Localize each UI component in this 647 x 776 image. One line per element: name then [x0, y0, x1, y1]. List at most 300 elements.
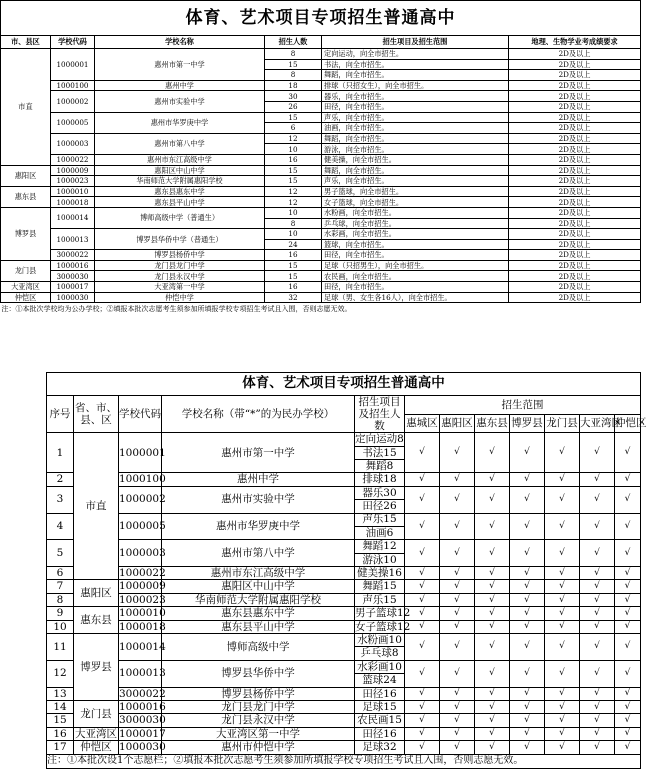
check-mark-cell: √ [440, 620, 475, 633]
check-mark-cell: √ [475, 660, 510, 687]
item-count-cell: 足球32 [355, 741, 405, 754]
seq-cell: 16 [47, 727, 74, 740]
table-row [1, 229, 641, 240]
seq-cell: 10 [47, 620, 74, 633]
title-row [1, 1, 641, 36]
table-body [47, 433, 641, 768]
school-code-cell: 1000016 [51, 260, 95, 271]
enrollment-scope-cell: 器乐，向全市招生。 [322, 91, 509, 102]
enrollment-scope-cell: 女子篮球，向全市招生。 [322, 197, 509, 208]
school-code-cell: 1000013 [51, 229, 95, 250]
enrollment-count-cell: 15 [265, 260, 322, 271]
check-mark-cell: √ [475, 620, 510, 633]
check-mark-cell: √ [510, 567, 545, 580]
table-row [47, 433, 641, 446]
enrollment-count-cell: 30 [265, 91, 322, 102]
table-row [47, 593, 641, 606]
column-header: 学校代码 [51, 36, 95, 49]
enrollment-count-cell: 12 [265, 197, 322, 208]
enrollment-scope-cell: 足球（只招男生），向全市招生。 [322, 260, 509, 271]
note-row [47, 754, 641, 768]
column-header: 学校名称 [95, 36, 265, 49]
check-mark-cell: √ [545, 660, 580, 687]
header-area: 龙门县 [545, 414, 580, 433]
enrollment-count-cell: 24 [265, 239, 322, 250]
check-mark-cell: √ [405, 687, 440, 700]
grade-requirement-cell: 2D及以上 [509, 154, 641, 165]
note-row [1, 303, 641, 316]
check-mark-cell: √ [615, 540, 641, 567]
header-district: 省、市、县、区 [74, 396, 119, 433]
grade-requirement-cell: 2D及以上 [509, 292, 641, 303]
check-mark-cell: √ [580, 727, 615, 740]
school-code-cell: 1000005 [51, 112, 95, 133]
table-row [1, 271, 641, 282]
grade-requirement-cell: 2D及以上 [509, 133, 641, 144]
enrollment-scope-cell: 书法，向全市招生。 [322, 59, 509, 70]
check-mark-cell: √ [405, 607, 440, 620]
enrollment-count-cell: 10 [265, 229, 322, 240]
enrollment-count-cell: 8 [265, 49, 322, 60]
item-count-cell: 声乐15 [355, 513, 405, 526]
check-mark-cell: √ [545, 687, 580, 700]
school-code-cell: 1000001 [51, 49, 95, 81]
enrollment-scope-cell: 水粉画，向全市招生。 [322, 207, 509, 218]
enrollment-count-cell: 15 [265, 165, 322, 176]
district-cell: 博罗县 [74, 634, 119, 701]
check-mark-cell: √ [475, 567, 510, 580]
check-mark-cell: √ [405, 660, 440, 687]
school-code-cell: 1000003 [119, 540, 162, 567]
check-mark-cell: √ [545, 701, 580, 714]
table-row [47, 660, 641, 673]
seq-cell: 12 [47, 660, 74, 687]
item-count-cell: 舞蹈12 [355, 540, 405, 553]
check-mark-cell: √ [475, 473, 510, 486]
school-name-cell: 惠东县平山中学 [162, 620, 355, 633]
check-mark-cell: √ [440, 741, 475, 754]
school-name-cell: 惠东县惠东中学 [162, 607, 355, 620]
school-code-cell: 1000005 [119, 513, 162, 540]
enrollment-count-cell: 10 [265, 144, 322, 155]
school-code-cell: 1000003 [51, 133, 95, 154]
enrollment-scope-cell: 定向运动，向全市招生。 [322, 49, 509, 60]
school-name-cell: 惠州中学 [162, 473, 355, 486]
school-code-cell: 1000018 [119, 620, 166, 633]
school-name-cell: 仲恺中学 [95, 292, 265, 303]
school-name-cell: 博罗县华侨中学 [162, 660, 355, 687]
enrollment-scope-cell: 水彩画，向全市招生。 [322, 229, 509, 240]
grade-requirement-cell: 2D及以上 [509, 282, 641, 293]
check-mark-cell: √ [615, 741, 641, 754]
check-mark-cell: √ [545, 607, 580, 620]
seq-cell: 17 [47, 741, 74, 754]
check-mark-cell: √ [580, 486, 615, 513]
table-row [1, 165, 641, 176]
check-mark-cell: √ [440, 473, 475, 486]
district-cell: 惠阳区 [74, 580, 119, 607]
school-name-cell: 华南师范大学附属惠阳学校 [95, 176, 265, 187]
check-mark-cell: √ [405, 433, 440, 473]
check-mark-cell: √ [580, 433, 615, 473]
table-row [47, 634, 641, 647]
check-mark-cell: √ [580, 620, 615, 633]
check-mark-cell: √ [580, 540, 615, 567]
check-mark-cell: √ [545, 741, 580, 754]
enrollment-scope-cell: 油画，向全市招生。 [322, 123, 509, 134]
check-mark-cell: √ [405, 513, 440, 540]
enrollment-scope-cell: 舞蹈，向全市招生。 [322, 165, 509, 176]
table-row [1, 176, 641, 187]
table-note: 注：①本批次学校均为公办学校；②填报本批次志愿考生须参加所填报学校专项招生考试且入围，否则志愿无效。 [1, 304, 352, 313]
school-code-cell: 3000030 [119, 714, 166, 727]
check-mark-cell: √ [580, 714, 615, 727]
check-mark-cell: √ [475, 433, 510, 473]
enrollment-scope-cell: 农民画，向全市招生。 [322, 271, 509, 282]
column-header: 招生人数 [265, 36, 322, 49]
check-mark-cell: √ [475, 687, 510, 700]
district-cell: 仲恺区 [74, 741, 119, 754]
header-area: 惠阳区 [440, 414, 475, 433]
table-row [1, 154, 641, 165]
school-name-cell: 惠东县惠东中学 [95, 186, 265, 197]
check-mark-cell: √ [510, 473, 545, 486]
table-row [47, 727, 641, 740]
header-area: 惠东县 [475, 414, 510, 433]
seq-cell: 2 [47, 473, 74, 486]
check-mark-cell: √ [580, 687, 615, 700]
table-row [47, 513, 641, 526]
grade-requirement-cell: 2D及以上 [509, 218, 641, 229]
school-name-cell: 惠州市华罗庚中学 [95, 112, 265, 133]
enrollment-count-cell: 16 [265, 282, 322, 293]
enrollment-count-cell: 26 [265, 101, 322, 112]
school-name-cell: 龙门县永汉中学 [162, 714, 355, 727]
grade-requirement-cell: 2D及以上 [509, 229, 641, 240]
check-mark-cell: √ [510, 660, 545, 687]
check-mark-cell: √ [440, 701, 475, 714]
table-row [47, 473, 641, 486]
seq-cell: 3 [47, 486, 74, 513]
table-row [47, 567, 641, 580]
check-mark-cell: √ [510, 433, 545, 473]
header-area: 博罗县 [510, 414, 545, 433]
school-name-cell: 大亚湾第一中学 [95, 282, 265, 293]
enrollment-scope-cell: 男子篮球，向全市招生。 [322, 186, 509, 197]
school-code-cell: 1000100 [51, 80, 95, 91]
table-row [1, 260, 641, 271]
enrollment-count-cell: 15 [265, 176, 322, 187]
enrollment-count-cell: 15 [265, 271, 322, 282]
check-mark-cell: √ [580, 473, 615, 486]
check-mark-cell: √ [545, 433, 580, 473]
grade-requirement-cell: 2D及以上 [509, 176, 641, 187]
grade-requirement-cell: 2D及以上 [509, 207, 641, 218]
check-mark-cell: √ [440, 567, 475, 580]
item-count-cell: 水彩画10 [355, 660, 405, 673]
enrollment-scope-cell: 田径，向全市招生。 [322, 101, 509, 112]
check-mark-cell: √ [580, 580, 615, 593]
item-count-cell: 男子篮球12 [355, 607, 411, 620]
check-mark-cell: √ [615, 727, 641, 740]
school-name-cell: 惠州市实验中学 [95, 91, 265, 112]
school-name-cell: 龙门县永汉中学 [95, 271, 265, 282]
check-mark-cell: √ [580, 741, 615, 754]
check-mark-cell: √ [405, 540, 440, 567]
seq-cell: 6 [47, 567, 74, 580]
enrollment-scope-cell: 舞蹈，向全市招生。 [322, 70, 509, 81]
check-mark-cell: √ [510, 513, 545, 540]
header-school-name: 学校名称（带“*”的为民办学校） [162, 396, 355, 433]
table-row [1, 186, 641, 197]
school-name-cell: 博罗县杨侨中学 [95, 250, 265, 261]
check-mark-cell: √ [545, 634, 580, 661]
school-name-cell: 惠州市第一中学 [162, 433, 355, 473]
check-mark-cell: √ [615, 660, 641, 687]
check-mark-cell: √ [440, 634, 475, 661]
check-mark-cell: √ [440, 727, 475, 740]
header-item: 招生项目及招生人数 [355, 396, 405, 433]
check-mark-cell: √ [510, 714, 545, 727]
check-mark-cell: √ [545, 513, 580, 540]
school-name-cell: 惠州市东江高级中学 [95, 154, 265, 165]
check-mark-cell: √ [510, 727, 545, 740]
grade-requirement-cell: 2D及以上 [509, 123, 641, 134]
school-name-cell: 惠州市第八中学 [162, 540, 355, 567]
enrollment-count-cell: 8 [265, 218, 322, 229]
column-header: 招生项目及招生范围 [322, 36, 509, 49]
table-note: 注：①本批次设1个志愿栏；②填报本批次志愿考生须参加所填报学校专项招生考试且入围，否则志愿无效。 [47, 754, 641, 768]
school-code-cell: 1000022 [119, 567, 166, 580]
item-count-cell: 田径26 [355, 500, 405, 513]
check-mark-cell: √ [545, 486, 580, 513]
school-code-cell: 1000030 [119, 741, 166, 754]
check-mark-cell: √ [475, 741, 510, 754]
table-row [47, 741, 641, 754]
district-cell: 惠东县 [74, 607, 119, 634]
school-code-cell: 1000001 [119, 433, 162, 473]
check-mark-cell: √ [440, 513, 475, 540]
item-count-cell: 田径16 [355, 687, 405, 700]
check-mark-cell: √ [545, 580, 580, 593]
check-mark-cell: √ [510, 620, 545, 633]
check-mark-cell: √ [440, 540, 475, 567]
header-row-1 [47, 396, 641, 415]
school-name-cell: 惠州中学 [95, 80, 265, 91]
school-name-cell: 博罗县杨侨中学 [162, 687, 355, 700]
table-title: 体育、艺术项目专项招生普通高中 [1, 1, 641, 36]
table-row [1, 112, 641, 123]
district-cell: 大亚湾区 [1, 282, 51, 293]
school-name-cell: 惠州市华罗庚中学 [162, 513, 355, 540]
grade-requirement-cell: 2D及以上 [509, 144, 641, 155]
grade-requirement-cell: 2D及以上 [509, 165, 641, 176]
school-code-cell: 1000023 [119, 593, 166, 606]
check-mark-cell: √ [545, 473, 580, 486]
check-mark-cell: √ [475, 540, 510, 567]
school-name-cell: 惠阳区中山中学 [162, 580, 355, 593]
school-code-cell: 3000022 [119, 687, 166, 700]
seq-cell: 8 [47, 593, 74, 606]
check-mark-cell: √ [405, 486, 440, 513]
enrollment-scope-cell: 田径，向全市招生。 [322, 250, 509, 261]
school-code-cell: 1000002 [51, 91, 95, 112]
table-row [1, 197, 641, 208]
check-mark-cell: √ [440, 714, 475, 727]
table-1-container [0, 0, 640, 369]
school-name-cell: 龙门县龙门中学 [95, 260, 265, 271]
item-count-cell: 油画6 [355, 526, 405, 539]
check-mark-cell: √ [510, 634, 545, 661]
table-row [47, 580, 641, 593]
school-code-cell: 1000022 [51, 154, 95, 165]
check-mark-cell: √ [475, 513, 510, 540]
school-code-cell: 1000016 [119, 700, 166, 713]
check-mark-cell: √ [615, 513, 641, 540]
check-mark-cell: √ [615, 567, 641, 580]
school-code-cell: 1000100 [119, 473, 166, 486]
school-name-cell: 大亚湾区第一中学 [162, 727, 355, 740]
grade-requirement-cell: 2D及以上 [509, 49, 641, 60]
enrollment-count-cell: 6 [265, 123, 322, 134]
check-mark-cell: √ [405, 620, 440, 633]
item-count-cell: 声乐15 [355, 593, 405, 606]
title-row [47, 373, 641, 396]
check-mark-cell: √ [475, 727, 510, 740]
school-name-cell: 惠州市仲恺中学 [162, 741, 355, 754]
district-cell: 市直 [1, 49, 51, 166]
table-row [1, 207, 641, 218]
check-mark-cell: √ [440, 607, 475, 620]
school-name-cell: 惠阳区中山中学 [95, 165, 265, 176]
check-mark-cell: √ [405, 580, 440, 593]
check-mark-cell: √ [440, 580, 475, 593]
check-mark-cell: √ [405, 727, 440, 740]
seq-cell: 13 [47, 687, 74, 700]
check-mark-cell: √ [545, 540, 580, 567]
check-mark-cell: √ [580, 660, 615, 687]
check-mark-cell: √ [580, 513, 615, 540]
column-header: 市、县区 [1, 36, 51, 49]
district-cell: 惠阳区 [1, 165, 51, 186]
school-code-cell: 1000009 [119, 580, 166, 593]
school-code-cell: 1000017 [119, 727, 166, 740]
enrollment-count-cell: 15 [265, 112, 322, 123]
table-row [47, 540, 641, 553]
check-mark-cell: √ [405, 473, 440, 486]
district-cell: 仲恺区 [1, 292, 51, 303]
table-row [1, 292, 641, 303]
check-mark-cell: √ [475, 607, 510, 620]
table-row [1, 282, 641, 293]
enrollment-count-cell: 32 [265, 292, 322, 303]
enrollment-scope-cell: 健美操，向全市招生。 [322, 154, 509, 165]
school-code-cell: 1000002 [119, 486, 162, 513]
table-title: 体育、艺术项目专项招生普通高中 [47, 373, 641, 396]
check-mark-cell: √ [440, 433, 475, 473]
table-row [1, 133, 641, 144]
check-mark-cell: √ [440, 593, 475, 606]
school-code-cell: 3000030 [51, 271, 95, 282]
check-mark-cell: √ [580, 634, 615, 661]
item-count-cell: 田径16 [355, 727, 405, 740]
school-code-cell: 1000030 [51, 292, 95, 303]
school-name-cell: 博师高级中学 [162, 634, 355, 661]
seq-cell: 15 [47, 714, 74, 727]
enrollment-scope-cell: 舞蹈，向全市招生。 [322, 133, 509, 144]
check-mark-cell: √ [475, 486, 510, 513]
item-count-cell: 游泳10 [355, 553, 405, 566]
check-mark-cell: √ [405, 593, 440, 606]
item-count-cell: 足球15 [355, 701, 405, 714]
check-mark-cell: √ [510, 701, 545, 714]
table-body [1, 49, 641, 316]
seq-cell: 14 [47, 701, 74, 714]
grade-requirement-cell: 2D及以上 [509, 112, 641, 123]
check-mark-cell: √ [475, 701, 510, 714]
item-count-cell: 健美操16 [355, 567, 405, 580]
check-mark-cell: √ [440, 486, 475, 513]
check-mark-cell: √ [405, 714, 440, 727]
grade-requirement-cell: 2D及以上 [509, 59, 641, 70]
enrollment-count-cell: 10 [265, 207, 322, 218]
table-row [47, 486, 641, 499]
enrollment-scope-cell: 足球（男、女生各16人），向全市招生。 [322, 292, 509, 303]
check-mark-cell: √ [615, 593, 641, 606]
item-count-cell: 定向运动8 [355, 433, 404, 446]
check-mark-cell: √ [510, 687, 545, 700]
check-mark-cell: √ [615, 687, 641, 700]
check-mark-cell: √ [405, 634, 440, 661]
enrollment-scope-cell: 声乐，向全市招生。 [322, 176, 509, 187]
header-area: 惠城区 [405, 414, 440, 433]
header-area: 大亚湾区 [580, 414, 615, 433]
table-header [1, 1, 641, 49]
check-mark-cell: √ [545, 727, 580, 740]
check-mark-cell: √ [615, 701, 641, 714]
grade-requirement-cell: 2D及以上 [509, 260, 641, 271]
seq-cell: 7 [47, 580, 74, 593]
check-mark-cell: √ [580, 593, 615, 606]
check-mark-cell: √ [475, 634, 510, 661]
school-code-cell: 1000009 [51, 165, 95, 176]
item-count-cell: 女子篮球12 [355, 620, 411, 633]
check-mark-cell: √ [475, 580, 510, 593]
district-cell: 大亚湾区 [75, 727, 117, 740]
grade-requirement-cell: 2D及以上 [509, 197, 641, 208]
check-mark-cell: √ [510, 580, 545, 593]
grade-requirement-cell: 2D及以上 [509, 250, 641, 261]
seq-cell: 5 [47, 540, 74, 567]
check-mark-cell: √ [405, 741, 440, 754]
grade-requirement-cell: 2D及以上 [509, 101, 641, 112]
table-row [47, 607, 641, 620]
check-mark-cell: √ [615, 607, 641, 620]
school-code-cell: 1000014 [119, 634, 162, 661]
table-row [47, 714, 641, 727]
school-code-cell: 1000017 [51, 282, 95, 293]
school-code-cell: 1000018 [51, 197, 95, 208]
school-name-cell: 惠州市东江高级中学 [162, 567, 355, 580]
school-name-cell: 龙门县龙门中学 [162, 701, 355, 714]
enrollment-scope-cell: 篮球，向全市招生。 [322, 239, 509, 250]
school-name-cell: 博师高级中学（普通生） [95, 207, 265, 228]
check-mark-cell: √ [545, 593, 580, 606]
table-header [47, 373, 647, 433]
seq-cell: 4 [47, 513, 74, 540]
check-mark-cell: √ [615, 714, 641, 727]
table-row [1, 91, 641, 102]
